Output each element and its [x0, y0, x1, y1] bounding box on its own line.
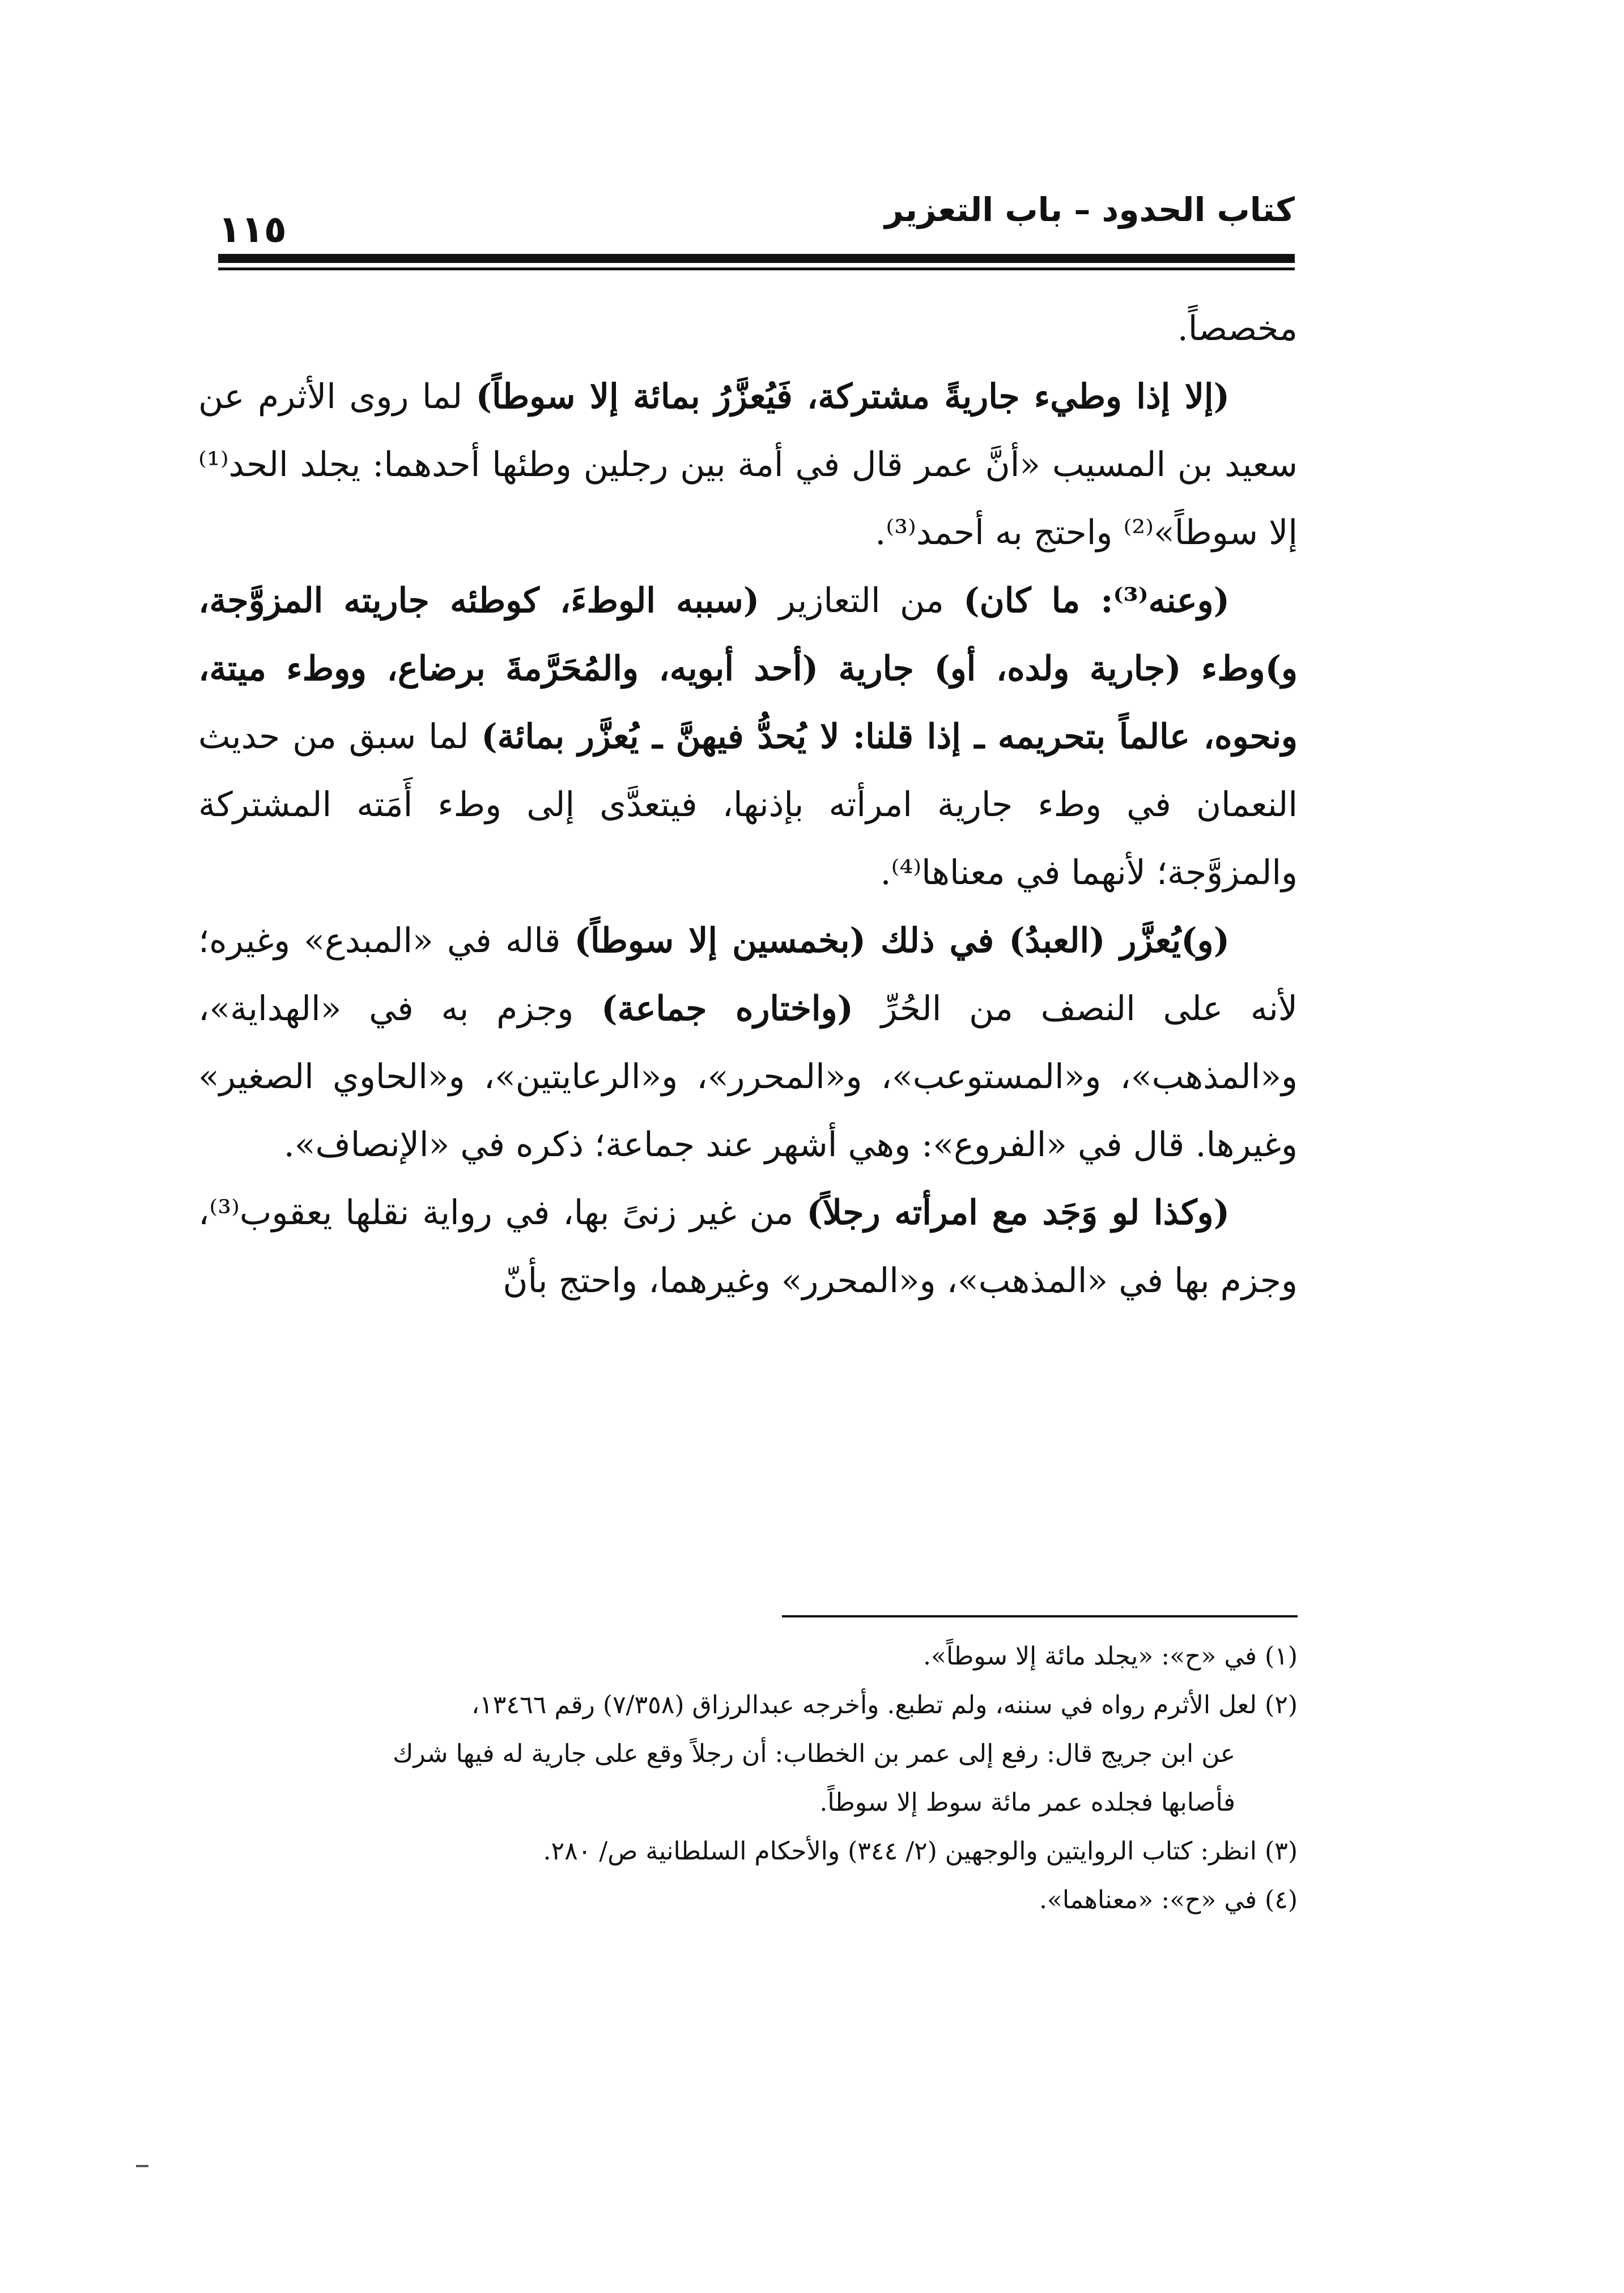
paragraph-4-matn-a: (و)يُعزَّر (العبدُ) في ذلك (بخمسين إلا سوطاً)	[574, 921, 1230, 961]
paragraph-5-sharh: من غير زنىً بها، في رواية نقلها يعقوب⁽³⁾، وجزم بها في «المذهب»، و«المحرر» وغيرهما، واحتج بأنّ	[198, 1193, 1298, 1301]
paragraph-3-matn-b: (سببه الوطءَ، كوطئه جاريته المزوَّجة، و)وطء (جارية ولده، أو) جارية (أحد أبويه، والمُحَرَّمةَ برضاع، ووطء ميتة، ونحوه، عالماً بتحريمه ـ إذا قلنا: لا يُحدُّ فيهنَّ ـ يُعزَّر بمائة)	[198, 581, 1298, 757]
footnote-1: (١) في «ح»: «يجلد مائة إلا سوطاً».	[923, 1642, 1298, 1671]
paragraph-2-sharh: لما روى الأثرم عن سعيد بن المسيب «أنَّ عمر قال في أمة بين رجلين وطئها أحدهما: يجلد الحد⁽¹⁾ إلا سوطاً»⁽²⁾ واحتج به أحمد⁽³⁾.	[198, 377, 1298, 553]
paragraph-1	[198, 295, 1298, 363]
footnote-2-continuation: عن ابن جريج قال: رفع إلى عمر بن الخطاب: أن رجلاً وقع على جارية له فيها شرك	[393, 1739, 1235, 1768]
paragraph-2-matn: (إلا إذا وطيء جاريةً مشتركة، فَيُعزَّرُ بمائة إلا سوطاً)	[475, 377, 1230, 417]
footnotes	[198, 1632, 1298, 1925]
paragraph-1-text: مخصصاً.	[1177, 309, 1298, 349]
footnote-2: (٢) لعل الأثرم رواه في سننه، ولم تطبع. وأخرجه عبدالرزاق (٧/٣٥٨) رقم ١٣٤٦٦،	[471, 1691, 1298, 1719]
paragraph-5-matn: (وكذا لو وَجَد مع امرأته رجلاً)	[806, 1193, 1230, 1233]
paragraph-4	[198, 907, 1298, 1179]
paragraph-4-sharh-b: وجزم به في «الهداية»، و«المذهب»، و«المستوعب»، و«المحرر»، و«الرعايتين»، و«الحاوي الصغير» وغيرها. قال في «الفروع»: وهي أشهر عند جماعة؛ ذكره في «الإنصاف».	[198, 989, 1298, 1165]
paragraph-3-sharh-a: من التعازير	[759, 581, 964, 621]
header-rule-thick	[218, 254, 1295, 263]
paragraph-4-sharh-a: قاله في «المبدع» وغيره؛ لأنه على النصف من الحُرِّ	[198, 921, 1298, 1029]
paragraph-3	[198, 567, 1298, 907]
scan-mark	[136, 2165, 148, 2167]
header-rule-thin	[218, 267, 1295, 270]
running-header-title: كتاب الحدود – باب التعزير	[885, 190, 1295, 229]
page-header	[218, 170, 1295, 266]
footnote-4: (٤) في «ح»: «معناهما».	[1039, 1886, 1298, 1914]
main-text	[198, 295, 1298, 1315]
footnote-3: (٣) انظر: كتاب الروايتين والوجهين (٢/ ٣٤٤) والأحكام السلطانية ص/ ٢٨٠.	[543, 1837, 1298, 1866]
page-number: ١١٥	[218, 207, 287, 251]
paragraph-4-matn-b: (واختاره جماعة)	[601, 989, 853, 1029]
paragraph-2	[198, 363, 1298, 567]
footnote-2-continuation: فأصابها فجلده عمر مائة سوط إلا سوطاً.	[819, 1788, 1235, 1817]
paragraph-3-sharh-b: لما سبق من حديث النعمان في وطء جارية امرأته بإذنها، فيتعدَّى إلى وطء أَمَته المشتركة والمزوَّجة؛ لأنهما في معناها⁽⁴⁾.	[198, 717, 1298, 893]
paragraph-5	[198, 1179, 1298, 1315]
footnote-separator	[782, 1615, 1298, 1617]
paragraph-3-matn-a: (وعنه⁽³⁾: ما كان)	[963, 581, 1230, 621]
